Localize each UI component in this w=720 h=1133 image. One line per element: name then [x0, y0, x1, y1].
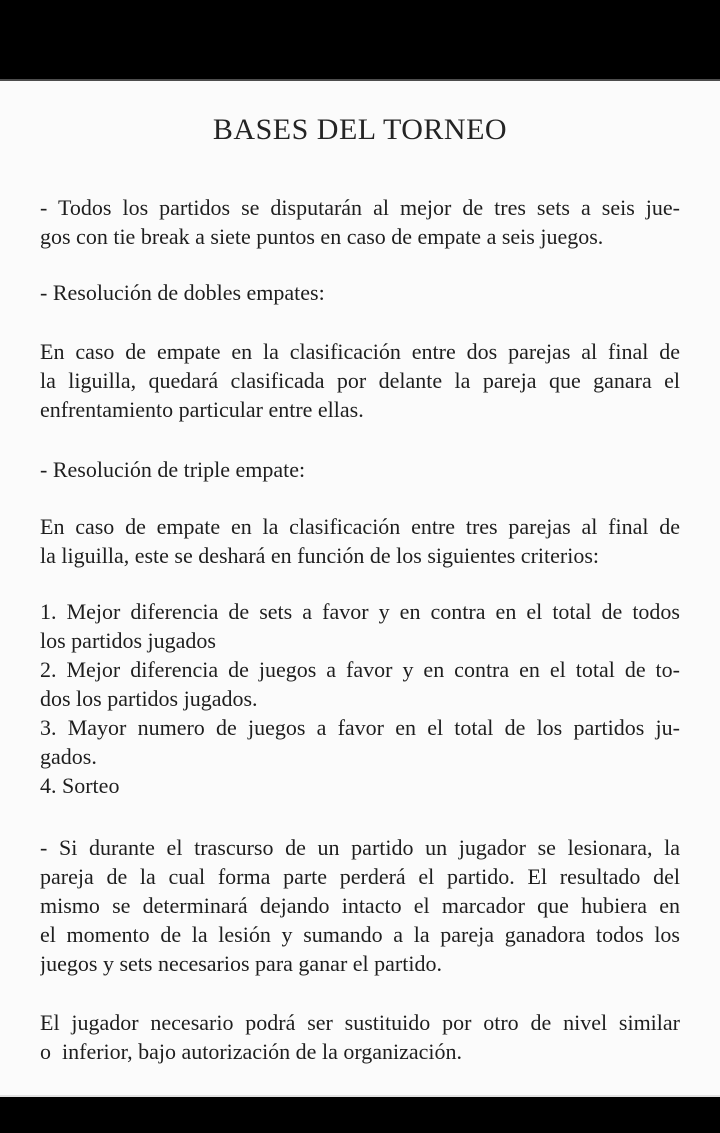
text-line: 2. Mejor diferencia de juegos a favor y en contra en el total de to- [40, 657, 680, 682]
text-line: 4. Sorteo [40, 773, 120, 798]
rule-substitution [40, 1008, 680, 1066]
text-line: los partidos jugados [40, 628, 216, 653]
document-body [40, 193, 680, 1066]
text-line: dos los partidos jugados. [40, 686, 258, 711]
criteria-list [40, 597, 680, 800]
text-line: - Resolución de triple empate: [40, 457, 306, 482]
text-line: - Todos los partidos se disputarán al mejor de tres sets a seis jue- [40, 195, 680, 220]
letterbox-top-bar [0, 0, 720, 81]
text-line: En caso de empate en la clasificación entre tres parejas al final de [40, 514, 680, 539]
heading-dobles-empates [40, 278, 680, 307]
text-line: la liguilla, quedará clasificada por delante la pareja que ganara el [40, 368, 680, 393]
text-line: El jugador necesario podrá ser sustituido por otro de nivel similar [40, 1010, 680, 1035]
rule-dobles-empates [40, 337, 680, 424]
rule-injury [40, 833, 680, 978]
heading-triple-empate [40, 455, 680, 484]
text-line: enfrentamiento particular entre ellas. [40, 397, 364, 422]
rule-triple-empate [40, 512, 680, 570]
text-line: juegos y sets necesarios para ganar el partido. [40, 951, 442, 976]
document-page [0, 81, 720, 1095]
document-title: BASES DEL TORNEO [212, 113, 508, 146]
text-line: el momento de la lesión y sumando a la pareja ganadora todos los [40, 922, 680, 947]
text-line: o inferior, bajo autorización de la organización. [40, 1039, 463, 1064]
text-line: 3. Mayor numero de juegos a favor en el total de los partidos ju- [40, 715, 680, 740]
rule-best-of-three [40, 193, 680, 251]
text-line: gados. [40, 744, 97, 769]
text-line: - Si durante el trascurso de un partido un jugador se lesionara, la [40, 835, 680, 860]
text-line: 1. Mejor diferencia de sets a favor y en contra en el total de todos [40, 599, 680, 624]
text-line: gos con tie break a siete puntos en caso de empate a seis juegos. [40, 224, 604, 249]
text-line: - Resolución de dobles empates: [40, 280, 325, 305]
text-line: En caso de empate en la clasificación entre dos parejas al final de [40, 339, 680, 364]
text-line: pareja de la cual forma parte perderá el partido. El resultado del [40, 864, 680, 889]
letterbox-bottom-bar [0, 1095, 720, 1133]
text-line: la liguilla, este se deshará en función de los siguientes criterios: [40, 543, 600, 568]
text-line: mismo se determinará dejando intacto el marcador que hubiera en [40, 893, 680, 918]
